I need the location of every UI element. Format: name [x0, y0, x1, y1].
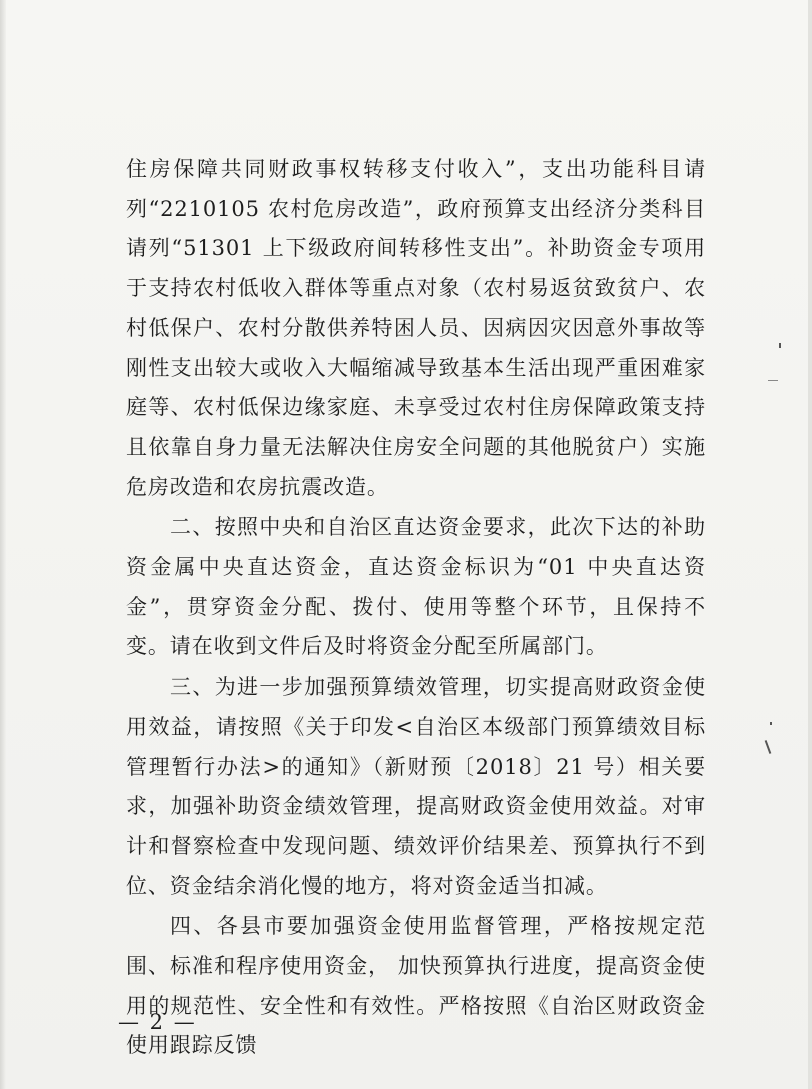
document-body [126, 150, 706, 1066]
paragraph-continuation: 住房保障共同财政事权转移支付收入”，支出功能科目请列“2210105 农村危房改造”，政府预算支出经济分类科目请列“51301 上下级政府间转移性支出”。补助资金专项用于支持农村低收入群体等重点对象（农村易返贫致贫户、农村低保户、农村分散供养特困人员、因病因灾因意外事故等刚性支出较大或收入大幅缩减导致基本生活出现严重困难家庭等、农村低保边缘家庭、未享受过农村住房保障政策支持且依靠自身力量无法解决住房安全问题的其他脱贫户）实施危房改造和农房抗震改造。 [126, 157, 706, 499]
scan-speck [770, 722, 772, 725]
scan-speck [779, 343, 781, 348]
paragraph-section-3: 三、为进一步加强预算绩效管理，切实提高财政资金使用效益，请按照《关于印发<自治区本级部门预算绩效目标管理暂行办法>的通知》（新财预〔2018〕21 号）相关要求，加强补助资金绩效管理，提高财政资金使用效益。对审计和督察检查中发现问题、绩效评价结果差、预算执行不到位、资金结余消化慢的地方，将对资金适当扣减。 [126, 675, 706, 898]
scan-speck [768, 380, 778, 381]
scan-right-edge [808, 0, 812, 1089]
paragraph-section-4: 四、各县市要加强资金使用监督管理，严格按规定范围、标准和程序使用资金， 加快预算执行进度，提高资金使用的规范性、安全性和有效性。严格按照《自治区财政资金使用跟踪反馈 [126, 914, 706, 1058]
scan-left-edge [0, 0, 6, 1089]
paragraph-section-2: 二、按照中央和自治区直达资金要求，此次下达的补助资金属中央直达资金，直达资金标识为“01 中央直达资金”，贯穿资金分配、拨付、使用等整个环节，且保持不变。请在收到文件后及时将资金分配至所属部门。 [126, 515, 706, 659]
scan-speck [765, 740, 772, 754]
page-number: — 2 — [118, 1010, 197, 1034]
